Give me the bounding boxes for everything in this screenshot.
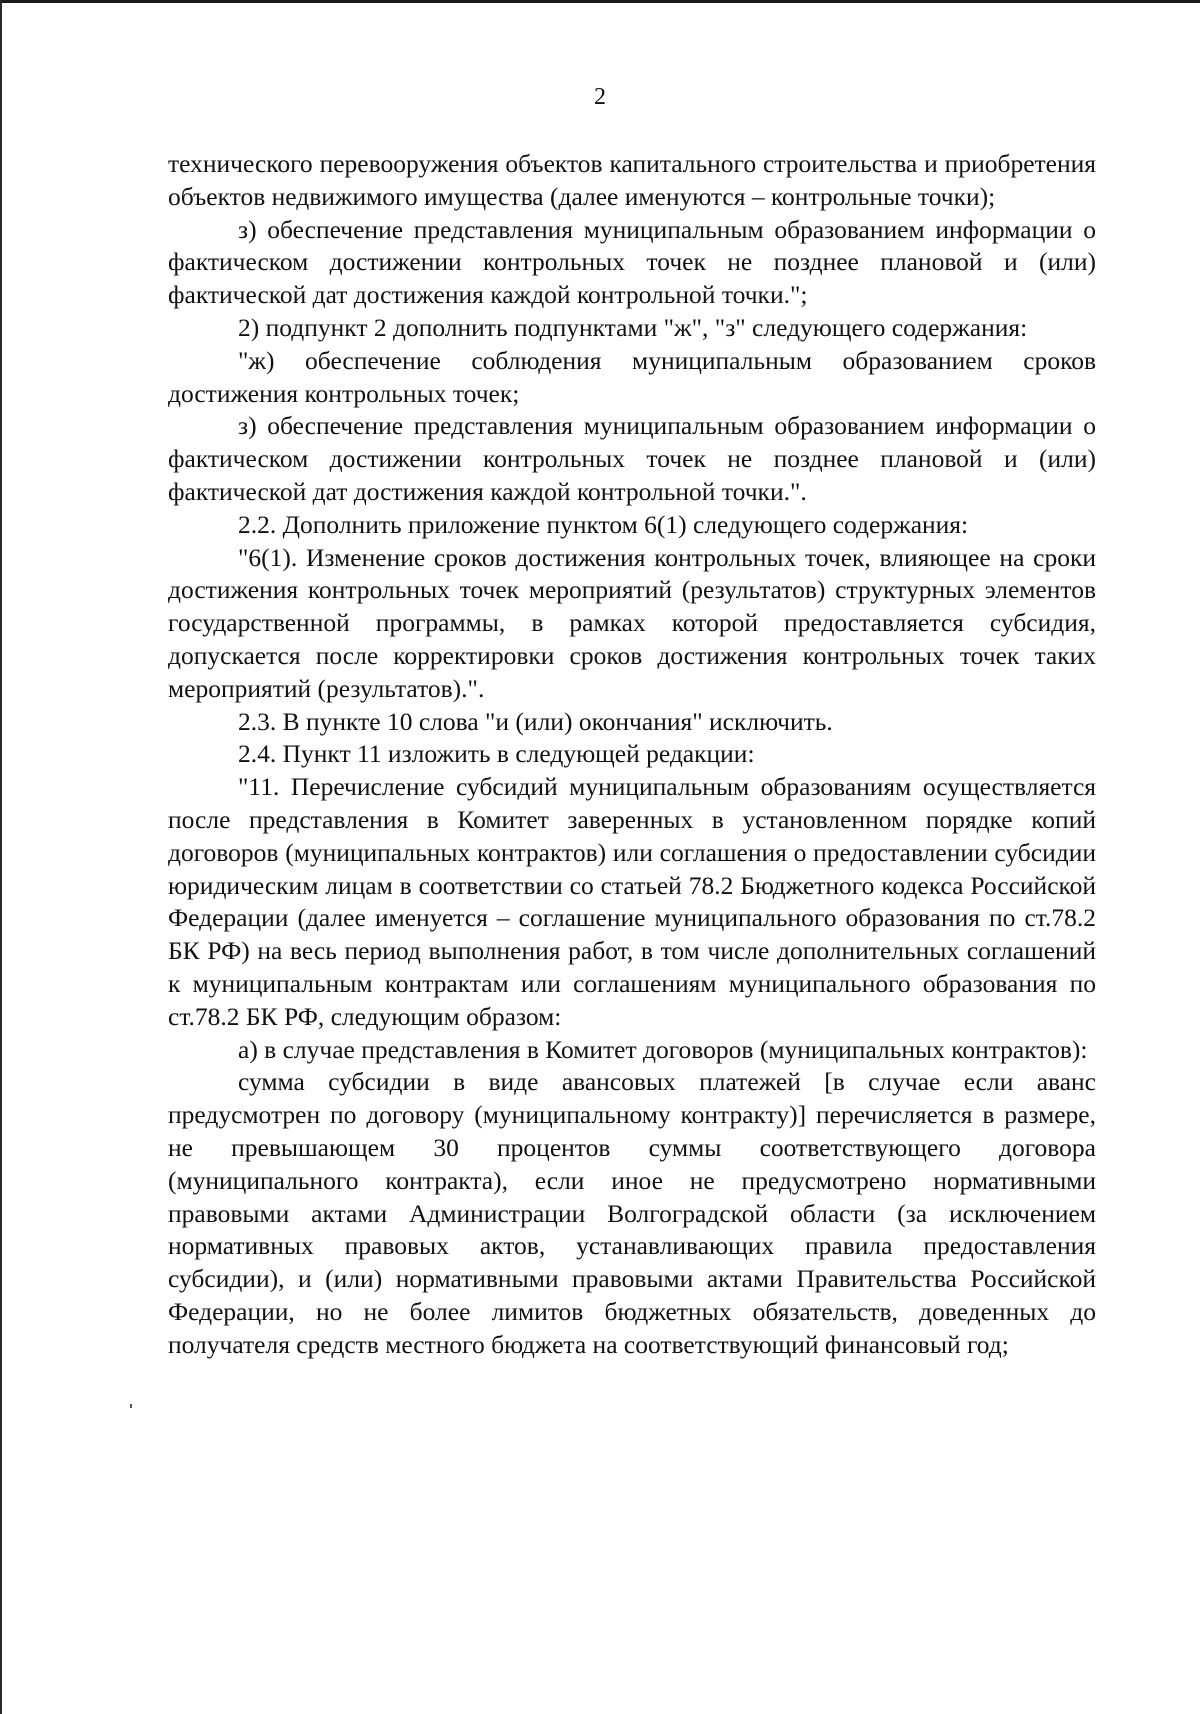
scan-edge-top bbox=[0, 0, 1200, 3]
paragraph: "ж) обеспечение соблюдения муниципальным образованием сроков достижения контрольных точек; bbox=[168, 345, 1096, 408]
scan-edge-left bbox=[0, 0, 2, 1714]
paragraph: а) в случае представления в Комитет договоров (муниципальных контрактов): bbox=[238, 1034, 1088, 1064]
paragraph: з) обеспечение представления муниципальным образованием информации о фактическом достижении контрольных точек не позднее плановой и (или) фактической дат достижения каждой контрольной точки."; bbox=[168, 214, 1096, 310]
paragraph: сумма субсидии в виде авансовых платежей [в случае если аванс предусмотрен по договору (муниципальному контракту)] перечисляется в размере, не превышающем 30 процентов суммы соответствующего договора (муниципального контракта), если иное не предусмотрено нормативными правовыми актами Администрации Волгоградской области (за исключением нормативных правовых актов, устанавливающих правила предоставления субсидии), и (или) нормативными правовыми актами Правительства Российской Федерации, но не более лимитов бюджетных обязательств, доведенных до получателя средств местного бюджета на соответствующий финансовый год; bbox=[168, 1067, 1096, 1359]
paragraph: "11. Перечисление субсидий муниципальным образованиям осуществляется после представления в Комитет заверенных в установленном порядке копий договоров (муниципальных контрактов) или соглашения о предоставлении субсидии юридическим лицам в соответствии со статьей 78.2 Бюджетного кодекса Российской Федерации (далее именуется – соглашение муниципального образования по ст.78.2 БК РФ) на весь период выполнения работ, в том числе дополнительных соглашений к муниципальным контрактам или соглашениям муниципального образования по ст.78.2 БК РФ, следующим образом: bbox=[168, 772, 1096, 1031]
scan-speck bbox=[130, 1404, 132, 1408]
paragraph: 2.3. В пункте 10 слова "и (или) окончания" исключить. bbox=[238, 706, 833, 736]
paragraph: 2.2. Дополнить приложение пунктом 6(1) следующего содержания: bbox=[238, 509, 969, 539]
paragraph-continuation: технического перевооружения объектов капитального строительства и приобретения объектов недвижимого имущества (далее именуются – контрольные точки); bbox=[168, 149, 1096, 211]
paragraph: "6(1). Изменение сроков достижения контрольных точек, влияющее на сроки достижения контрольных точек мероприятий (результатов) структурных элементов государственной программы, в рамках которой предоставляется субсидия, допускается после корректировки сроков достижения контрольных точек таких мероприятий (результатов).". bbox=[168, 542, 1096, 703]
paragraph: з) обеспечение представления муниципальным образованием информации о фактическом достижении контрольных точек не позднее плановой и (или) фактической дат достижения каждой контрольной точки.". bbox=[168, 411, 1096, 506]
document-body bbox=[168, 148, 1096, 1361]
paragraph: 2.4. Пункт 11 изложить в следующей редакции: bbox=[238, 739, 755, 769]
paragraph: 2) подпункт 2 дополнить подпунктами "ж", "з" следующего содержания: bbox=[238, 312, 1028, 342]
page-number: 2 bbox=[594, 84, 606, 110]
